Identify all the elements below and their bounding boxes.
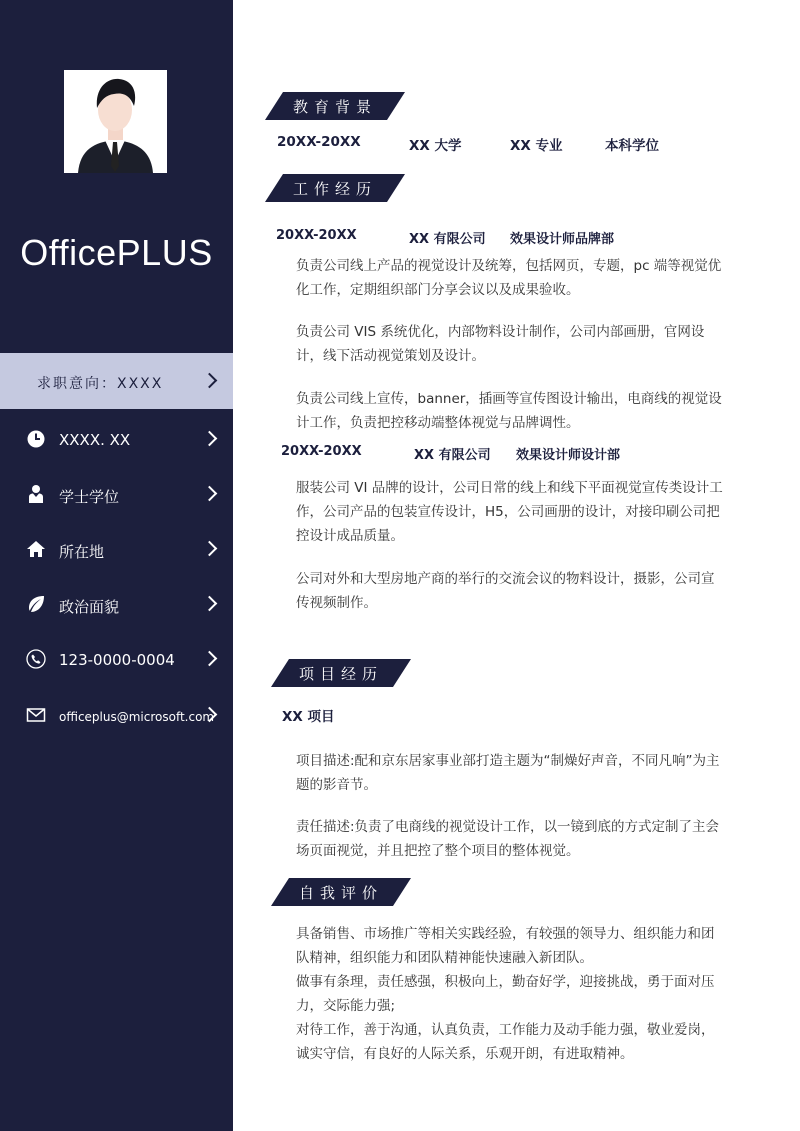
info-phone[interactable] — [0, 641, 233, 681]
mail-icon — [26, 705, 46, 725]
job-period: 20XX-20XX — [276, 228, 357, 243]
info-birthdate[interactable] — [0, 421, 233, 461]
work-title: 工作经历 — [292, 180, 377, 198]
projects-title: 项目经历 — [298, 665, 383, 683]
education-period: 20XX-20XX — [277, 134, 361, 150]
home-icon — [26, 539, 46, 559]
chevron-right-icon — [202, 373, 218, 389]
self-eval-title: 自我评价 — [298, 884, 383, 902]
person-icon — [26, 484, 46, 504]
job-duty: 负责公司线上宣传，banner，插画等宣传图设计输出，电商线的视觉设计工作，负责把控移动端整体视觉与品牌调性。 — [296, 391, 722, 431]
job-position: 效果设计师设计部 — [516, 448, 621, 463]
brand-name: OfficePLUS — [20, 232, 213, 273]
objective-label: 求职意向：XXXX — [37, 376, 164, 392]
phone-value: 123-0000-0004 — [59, 651, 175, 669]
chevron-right-icon — [202, 431, 218, 447]
birthdate-value: XXXX. XX — [59, 431, 131, 449]
education-major: XX 专业 — [510, 138, 563, 154]
phone-icon — [26, 649, 46, 669]
job-company: XX 有限公司 — [414, 448, 491, 463]
self-eval-text: 具备销售、市场推广等相关实践经验，有较强的领导力、组织能力和团队精神，组织能力和团队精神能快速融入新团队。 做事有条理，责任感强，积极向上，勤奋好学，迎接挑战，勇于面对压力，交际能力强; 对待工作，善于沟通，认真负责，工作能力及动手能力强，敬业爱岗，诚实守信，有良好的人际关系，乐观开朗，有进取精神。 — [296, 926, 715, 1062]
chevron-right-icon — [202, 486, 218, 502]
job-duty: 服装公司 VI 品牌的设计，公司日常的线上和线下平面视觉宣传类设计工作，公司产品的包装宣传设计，H5，公司画册的设计，对接印刷公司把控设计成品质量。 — [296, 480, 723, 544]
info-location[interactable] — [0, 531, 233, 571]
leaf-icon — [26, 594, 46, 614]
info-degree[interactable] — [0, 476, 233, 516]
chevron-right-icon — [202, 651, 218, 667]
job-position: 效果设计师品牌部 — [510, 232, 615, 247]
location-value: 所在地 — [59, 543, 105, 561]
education-title: 教育背景 — [292, 98, 377, 116]
job-company: XX 有限公司 — [409, 232, 486, 247]
degree-value: 学士学位 — [59, 488, 120, 506]
project-name: XX 项目 — [282, 709, 335, 725]
avatar — [64, 70, 167, 173]
main-content — [233, 0, 800, 1131]
sidebar — [0, 0, 233, 1131]
info-political[interactable] — [0, 586, 233, 626]
education-school: XX 大学 — [409, 138, 462, 154]
job-duty: 负责公司 VIS 系统优化，内部物料设计制作，公司内部画册，官网设计，线下活动视觉策划及设计。 — [296, 324, 705, 364]
political-value: 政治面貌 — [59, 598, 120, 616]
info-email[interactable] — [0, 697, 233, 737]
job-period: 20XX-20XX — [281, 444, 362, 459]
job-duty: 公司对外和大型房地产商的举行的交流会议的物料设计，摄影，公司宣传视频制作。 — [296, 571, 715, 611]
education-degree: 本科学位 — [605, 138, 659, 154]
email-value: officeplus@microsoft.com — [59, 710, 215, 724]
job-duty: 负责公司线上产品的视觉设计及统筹，包括网页，专题，pc 端等视觉优化工作，定期组织部门分享会议以及成果验收。 — [296, 258, 722, 298]
chevron-right-icon — [202, 596, 218, 612]
job-objective[interactable] — [0, 353, 233, 409]
chevron-right-icon — [202, 541, 218, 557]
clock-icon — [26, 429, 46, 449]
project-responsibility: 责任描述:负责了电商线的视觉设计工作，以一镜到底的方式定制了主会场页面视觉，并且把控了整个项目的整体视觉。 — [296, 819, 720, 859]
project-description: 项目描述:配和京东居家事业部打造主题为“制燥好声音，不同凡响”为主题的影音节。 — [296, 753, 720, 793]
